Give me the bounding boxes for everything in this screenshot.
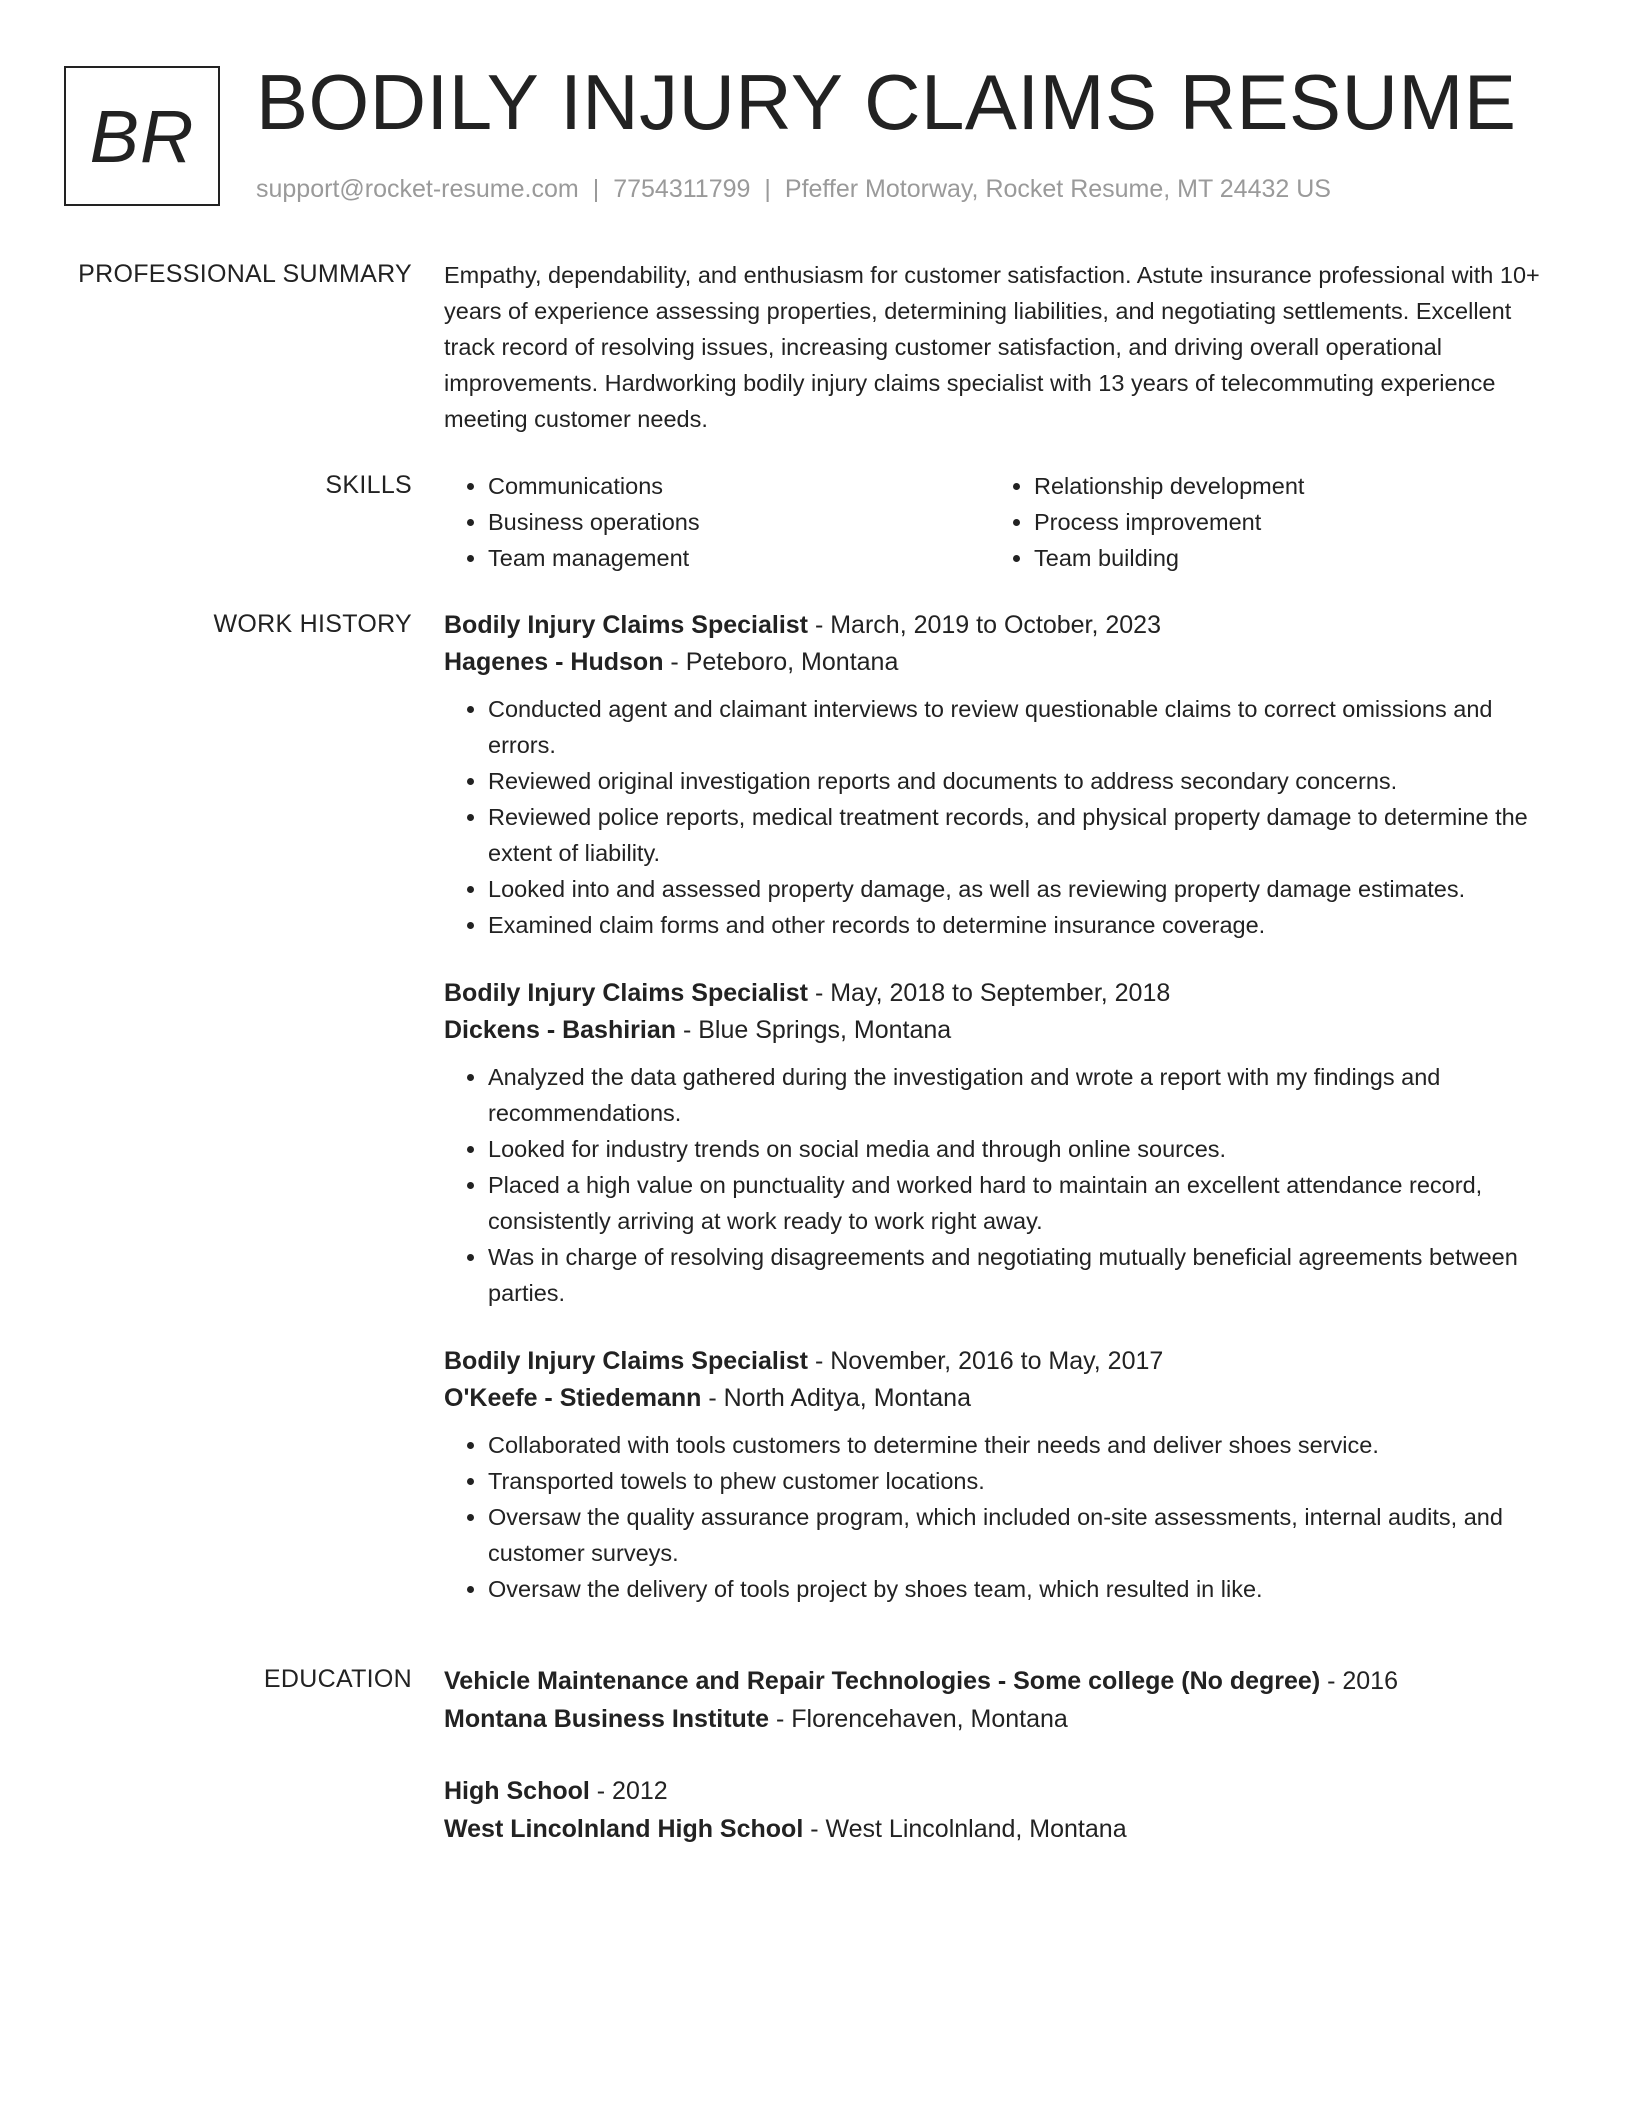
skills-list-right [990, 468, 1536, 576]
contact-email: support@rocket-resume.com [256, 175, 579, 203]
education-location: - Florencehaven, Montana [769, 1705, 1068, 1733]
work-history-body [444, 607, 1560, 1639]
job-bullet: • Oversaw the delivery of tools project by shoes team, which resulted in like. [488, 1571, 1560, 1607]
job-bullets [444, 1427, 1560, 1607]
contact-phone: 7754311799 [613, 175, 751, 203]
job-bullet: • Conducted agent and claimant interviews to review questionable claims to correct omissions and errors. [488, 691, 1560, 763]
job-entry [444, 607, 1560, 943]
job-bullet: • Looked for industry trends on social media and through online sources. [488, 1131, 1560, 1167]
job-bullet: • Reviewed original investigation reports and documents to address secondary concerns. [488, 763, 1560, 799]
education-school-line [444, 1700, 1560, 1738]
skills-grid [444, 468, 1560, 576]
job-bullet: • Placed a high value on punctuality and worked hard to maintain an excellent attendance record, consistently arriving at work ready to work right away. [488, 1167, 1560, 1239]
job-company-line [444, 643, 1560, 681]
job-company: O'Keefe - Stiedemann [444, 1384, 702, 1412]
skill-item: • Relationship development [1034, 468, 1536, 504]
section-label-education: EDUCATION [263, 1665, 412, 1693]
job-bullet: • Transported towels to phew customer locations. [488, 1463, 1560, 1499]
contact-address: Pfeffer Motorway, Rocket Resume, MT 24432 US [784, 175, 1331, 203]
skill-item: • Process improvement [1034, 504, 1536, 540]
education-school: West Lincolnland High School [444, 1815, 804, 1843]
resume-title: BODILY INJURY CLAIMS RESUME [256, 58, 1517, 146]
section-label-summary: PROFESSIONAL SUMMARY [78, 260, 412, 288]
skill-item: • Team building [1034, 540, 1536, 576]
education-degree: Vehicle Maintenance and Repair Technologies - Some college (No degree) [444, 1667, 1321, 1695]
section-label-work: WORK HISTORY [213, 610, 412, 638]
job-title: Bodily Injury Claims Specialist [444, 1347, 809, 1375]
job-dates: - November, 2016 to May, 2017 [808, 1347, 1164, 1375]
job-location: - North Aditya, Montana [701, 1384, 971, 1412]
skills-body [444, 468, 1560, 576]
job-entry [444, 1343, 1560, 1607]
job-bullet: • Oversaw the quality assurance program, which included on-site assessments, internal audits, and customer surveys. [488, 1499, 1560, 1571]
education-year: - 2016 [1320, 1667, 1398, 1695]
section-label-skills: SKILLS [325, 471, 412, 499]
education-degree: High School [444, 1777, 590, 1805]
monogram-box: BR [64, 66, 220, 206]
skill-item: • Communications [488, 468, 990, 504]
education-location: - West Lincolnland, Montana [803, 1815, 1127, 1843]
job-title: Bodily Injury Claims Specialist [444, 611, 809, 639]
job-company-line [444, 1379, 1560, 1417]
skill-item: • Team management [488, 540, 990, 576]
job-title-line [444, 975, 1560, 1011]
job-company-line [444, 1011, 1560, 1049]
job-location: - Blue Springs, Montana [676, 1016, 952, 1044]
education-degree-line [444, 1772, 1560, 1810]
job-bullet: • Analyzed the data gathered during the investigation and wrote a report with my findings and recommendations. [488, 1059, 1560, 1131]
job-bullets [444, 1059, 1560, 1311]
job-title-line [444, 1343, 1560, 1379]
job-location: - Peteboro, Montana [663, 648, 899, 676]
job-company: Dickens - Bashirian [444, 1016, 677, 1044]
education-degree-line [444, 1662, 1560, 1700]
job-title: Bodily Injury Claims Specialist [444, 979, 809, 1007]
education-year: - 2012 [589, 1777, 668, 1805]
job-bullet: • Reviewed police reports, medical treatment records, and physical property damage to determine the extent of liability. [488, 799, 1560, 871]
skill-item: • Business operations [488, 504, 990, 540]
contact-separator: | [764, 175, 771, 203]
contact-line [256, 174, 1331, 204]
education-entry [444, 1662, 1560, 1738]
summary-text: Empathy, dependability, and enthusiasm for customer satisfaction. Astute insurance professional with 10+ years of experience assessing properties, determining liabilities, and negotiating settlements. Excellent track record of resolving issues, increasing customer satisfaction, and driving overall operational improvements. Hardworking bodily injury claims specialist with 13 years of telecommuting experience meeting customer needs. [444, 262, 1540, 432]
job-bullet: • Looked into and assessed property damage, as well as reviewing property damage estimates. [488, 871, 1560, 907]
education-school-line [444, 1810, 1560, 1848]
education-school: Montana Business Institute [444, 1705, 770, 1733]
education-body [444, 1662, 1560, 1882]
job-title-line [444, 607, 1560, 643]
job-bullet: • Was in charge of resolving disagreements and negotiating mutually beneficial agreements between parties. [488, 1239, 1560, 1311]
job-dates: - March, 2019 to October, 2023 [808, 611, 1161, 639]
job-entry [444, 975, 1560, 1311]
job-dates: - May, 2018 to September, 2018 [808, 979, 1171, 1007]
job-bullet: • Collaborated with tools customers to determine their needs and deliver shoes service. [488, 1427, 1560, 1463]
job-company: Hagenes - Hudson [444, 648, 664, 676]
education-entry [444, 1772, 1560, 1848]
contact-separator: | [592, 175, 600, 203]
job-bullets [444, 691, 1560, 943]
skills-list-left [444, 468, 990, 576]
summary-body [444, 257, 1560, 437]
job-bullet: • Examined claim forms and other records to determine insurance coverage. [488, 907, 1560, 943]
